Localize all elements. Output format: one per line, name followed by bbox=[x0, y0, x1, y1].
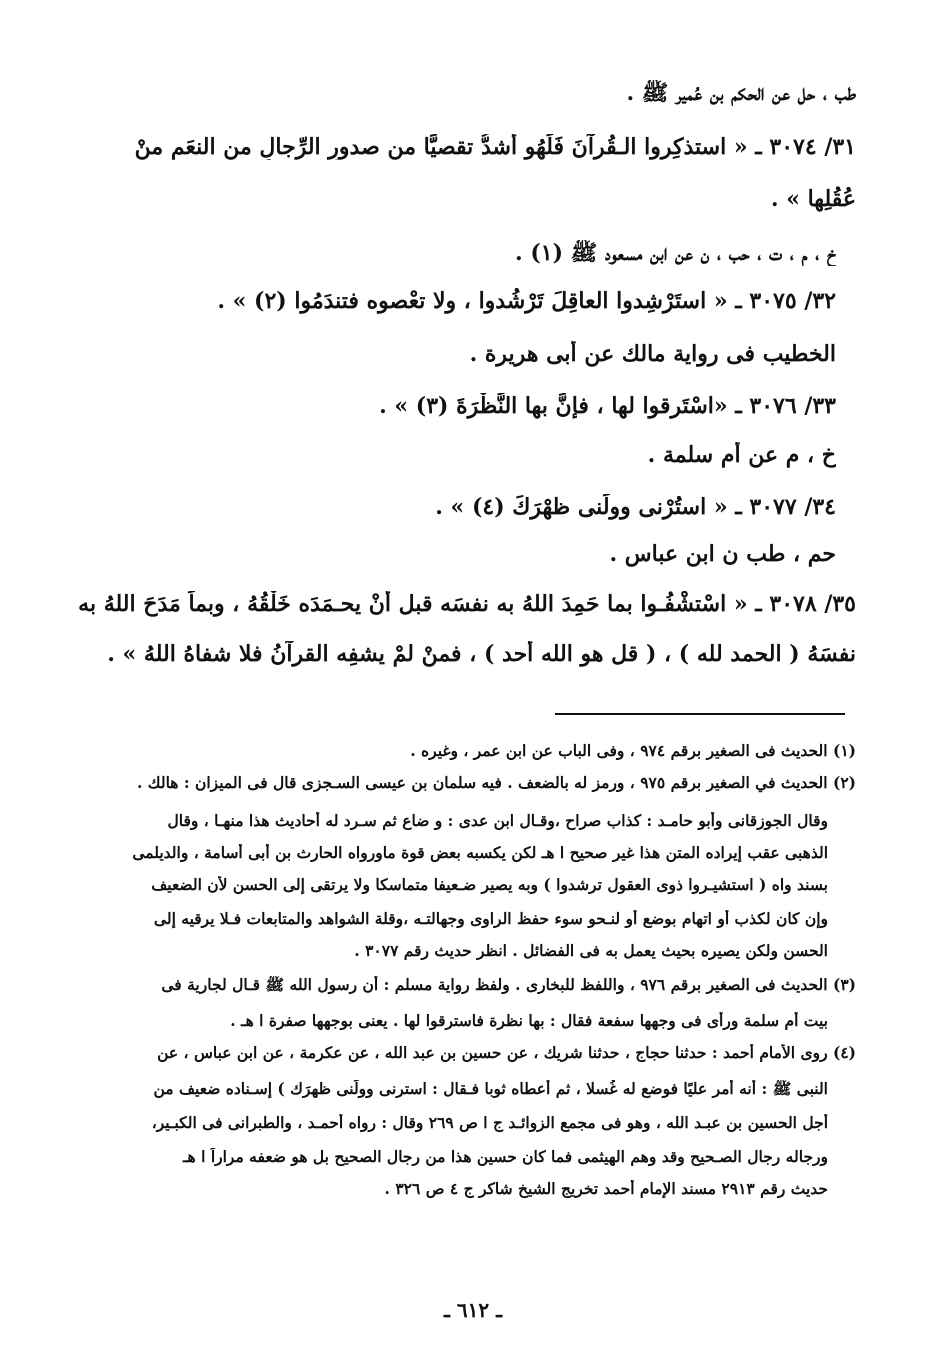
footnote-separator bbox=[555, 713, 845, 715]
footnote-line: وقال الجوزقانى وأبو حامـد : كذاب صراح ،وقـال ابن عدى : و ضاع ثم سـرد له أحاديث هذا منهـا ، وقال bbox=[167, 812, 828, 830]
footnote-line: الحسن ولكن يصيره بحيث يعمل به فى الفضائل . انظر حديث رقم ٣٠٧٧ . bbox=[354, 942, 828, 960]
source-line: الخطيب فى رواية مالك عن أبى هريرة . bbox=[469, 341, 836, 367]
footnote-line: الذهبى عقب إيراده المتن هذا غير صحيح ا هـ لكن يكسبه بعض قوة ماورواه الحارث بن أبى أسامة ، والديلمى bbox=[132, 844, 828, 862]
main-text-line: نفسَهُ ( الحمد لله ) ، ( قل هو الله أحد ) ، فمنْ لمْ يشفِه القرآنُ فلا شفاهُ اللهُ » . bbox=[107, 641, 856, 667]
hadith-line: ٣٣/ ٣٠٧٦ ـ «اسْتَرقوا لها ، فإنَّ بها النَّظْرَةَ (٣) » . bbox=[379, 393, 836, 419]
hadith-line: ٣٥/ ٣٠٧٨ ـ « اسْتشْفُـوا بما حَمِدَ اللهُ به نفسَه قبل أنْ يحـمَدَه خَلْقُهُ ، وبماَ مَدَحَ اللهُ به bbox=[78, 591, 856, 617]
footnote-line: النبى ﷺ : أنه أمر عليًا فوضع له غُسلا ، ثم أعطاه ثوبا فـقال : استرنى وولِّنى ظهرَك ) إسـناده ضعيف من bbox=[153, 1080, 828, 1098]
main-text-line: عُقُلِها » . bbox=[770, 186, 856, 212]
hadith-line: ٣٤/ ٣٠٧٧ ـ « استُرْنى وولِّنى ظهْرَكَ (٤) » . bbox=[435, 494, 836, 520]
source-line: خ ، م عن أم سلمة . bbox=[647, 442, 836, 468]
footnote-line: (٢) الحديث في الصغير برقم ٩٧٥ ، ورمز له بالضعف . فيه سلمان بن عيسى السـجزى قال فى الميزان : هالك . bbox=[137, 774, 856, 792]
footnote-line: (٤) روى الأمام أحمد : حدثنا حجاج ، حدثنا شريك ، عن حسين بن عبد الله ، عن عكرمة ، عن ابن عباس ، عن bbox=[157, 1044, 856, 1062]
footnote-line: بيت أم سلمة ورأى فى وجهها سفعة فقال : بها نظرة فاسترقوا لها . يعنى بوجهها صفرة ا هـ . bbox=[230, 1012, 828, 1030]
footnote-line: (٣) الحديث فى الصغير برقم ٩٧٦ ، واللفظ للبخارى . ولفظ رواية مسلم : أن رسول الله ﷺ قـال لجارية فى bbox=[161, 976, 856, 994]
footnote-line: وإن كان لكذب أو اتهام بوضع أو لنـحو سوء حفظ الراوى وجهالتـه ،وقلة الشواهد والمتابعات فـلا يرقيه إلى bbox=[153, 910, 828, 928]
footnote-line: بسند واه ( استشيـروا ذوى العقول ترشدوا ) وبه يصير ضـعيفا متماسكا ولا يرتقى إلى الحسن لأن الضعيف bbox=[151, 876, 828, 894]
footnote-line: ورجاله رجال الصـحيح وقد وهم الهيثمى فما كان حسين هذا من رجال الصحيح بل هو ضعفه مراراً ا هـ bbox=[183, 1148, 828, 1166]
source-line: خ ، م ، ت ، حب ، ن عن ابن مسعود ﷺ (١) . bbox=[515, 240, 836, 266]
main-text-line: طب ، حل عن الحكم بن عُمير ﷺ . bbox=[626, 80, 856, 106]
footnote-line: (١) الحديث فى الصغير برقم ٩٧٤ ، وفى الباب عن ابن عمر ، وغيره . bbox=[410, 742, 856, 760]
hadith-line: ٣١/ ٣٠٧٤ ـ « استذكِروا الـقُرآنَ فَلَهُو أشدُّ تقصيًّا من صدورِ الرِّجالِ من النعَمِ منْ bbox=[134, 134, 856, 160]
footnote-line: أجل الحسين بن عبـد الله ، وهو فى مجمع الزوائـد ج ا ص ٢٦٩ وقال : رواه أحمـد ، والطبرانى فى الكبـير، bbox=[151, 1114, 828, 1132]
page-number: ـ ٦١٢ ـ bbox=[444, 1298, 502, 1322]
footnote-line: حديث رقم ٢٩١٣ مسند الإمام أحمد تخريج الشيخ شاكر ج ٤ ص ٣٢٦ . bbox=[384, 1180, 828, 1198]
hadith-line: ٣٢/ ٣٠٧٥ ـ « استَرْشِدوا العاقِلَ تَرْشُدوا ، ولا تعْصوه فتندَمُوا (٢) » . bbox=[217, 288, 836, 314]
source-line: حم ، طب ن ابن عباس . bbox=[609, 541, 836, 567]
